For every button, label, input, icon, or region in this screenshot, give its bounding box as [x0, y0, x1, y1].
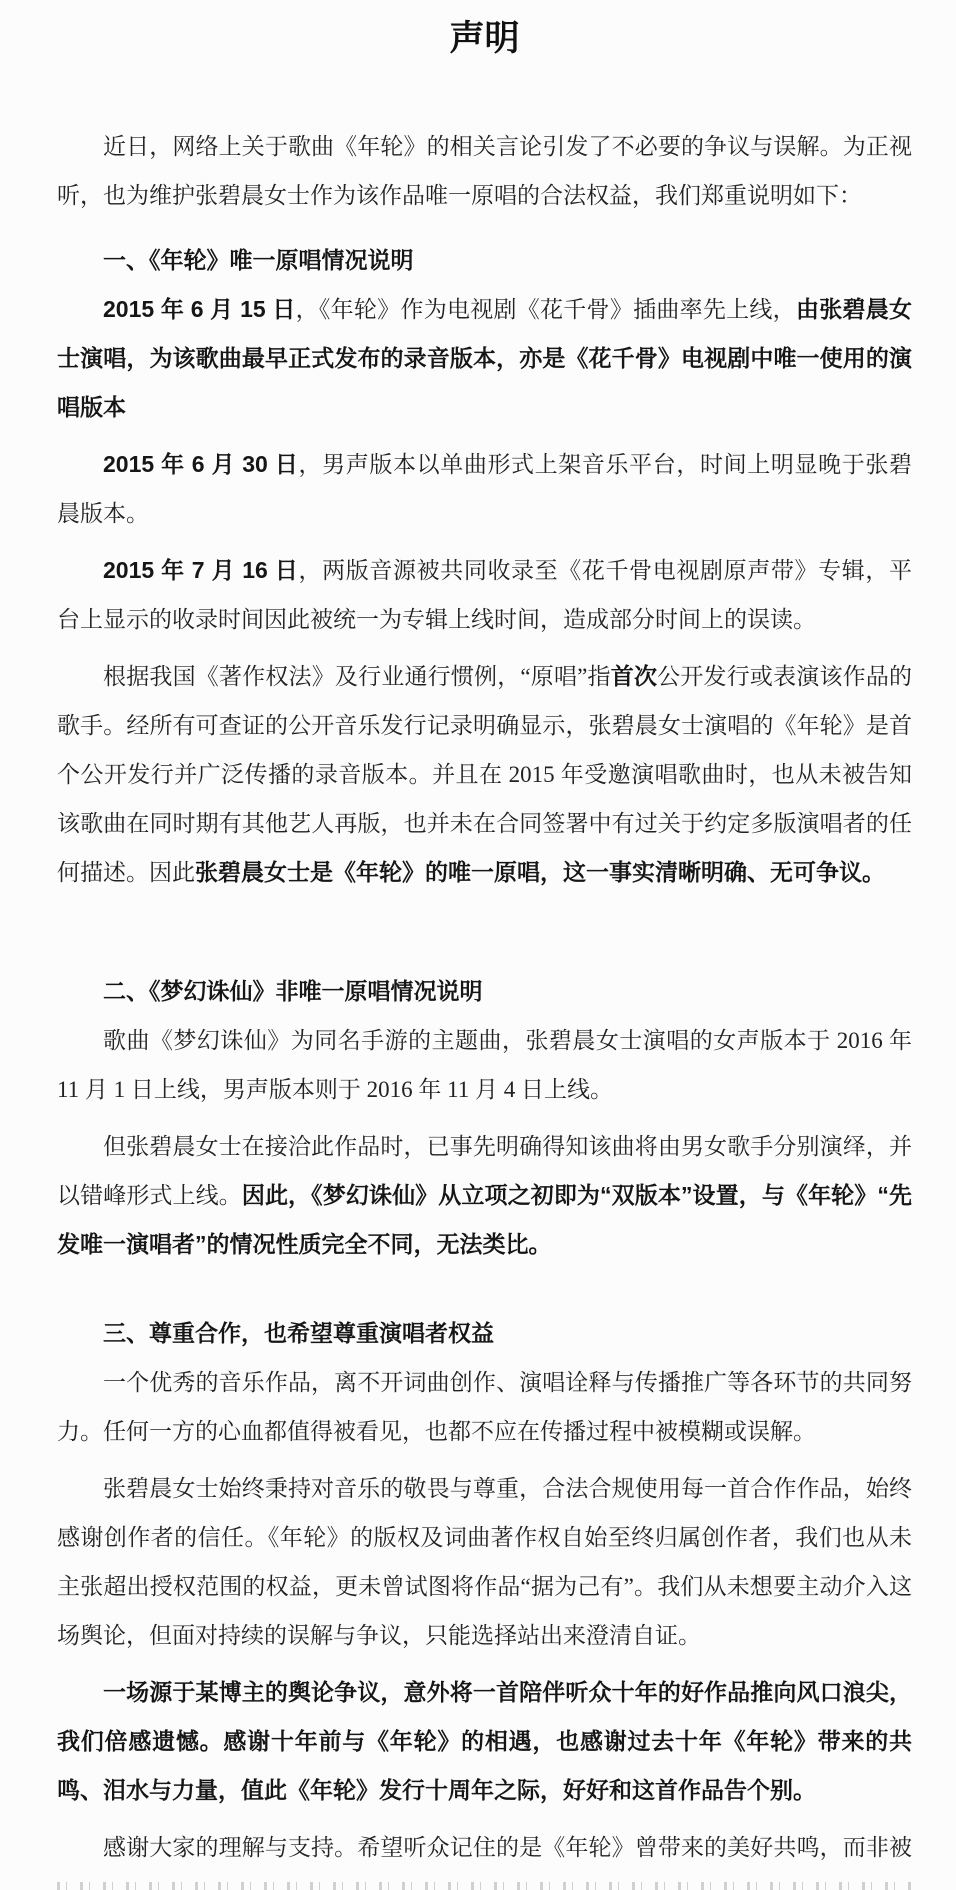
text-run: 根据我国《著作权法》及行业通行惯例，“原唱”指	[103, 664, 611, 689]
section-1-heading	[57, 236, 912, 285]
bold-text-run: 2015 年 7 月 16 日	[103, 557, 299, 583]
text-run: 公开发行或表演该作品的歌手。经所有可查证的公开音乐发行记录明确显示，张碧晨女士演唱的《年轮》是首个公开发行并广泛传播的录音版本。并且在 2015 年受邀演唱歌曲时，也从未被告知该歌曲在同时期有其他艺人再版，也并未在合同签署中有过关于约定多版演唱者的任何描述。因此	[57, 664, 913, 885]
paragraph-original-singer-definition	[57, 652, 912, 897]
bold-text-run: 2015 年 6 月 30 日	[103, 451, 299, 477]
paragraph-2015-06-15	[57, 285, 912, 432]
text-run: 一个优秀的音乐作品，离不开词曲创作、演唱诠释与传播推广等各环节的共同努力。任何一方的心血都值得被看见，也都不应在传播过程中被模糊或误解。	[57, 1370, 912, 1444]
text-run: ，《年轮》作为电视剧《花千骨》插曲率先上线，	[295, 297, 796, 322]
bold-text-run: 由张碧晨女士演唱，为该歌曲最早正式发布的录音版本，亦是《花千骨》电视剧中唯一使用的演唱版本	[57, 296, 912, 420]
bold-text-run: 因此，《梦幻诛仙》从立项之初即为“双版本”设置，与《年轮》“先发唯一演唱者”的情况性质完全不同，无法类比。	[57, 1182, 913, 1257]
text-run: 歌曲《梦幻诛仙》为同名手游的主题曲，张碧晨女士演唱的女声版本于 2016 年 11 月 1 日上线，男声版本则于 2016 年 11 月 4 日上线。	[57, 1028, 912, 1102]
bold-text-run: 一、《年轮》唯一原唱情况说明	[103, 247, 414, 273]
bold-text-run: 张碧晨女士是《年轮》的唯一原唱，这一事实清晰明确、无可争议。	[195, 859, 885, 885]
text-run: 但张碧晨女士在接洽此作品时，已事先明确得知该曲将由男女歌手分别演绎，并以错峰形式上线。	[57, 1134, 912, 1208]
bold-text-run: 三、尊重合作，也希望尊重演唱者权益	[103, 1320, 494, 1346]
text-run: ，两版音源被共同收录至《花千骨电视剧原声带》专辑，平台上显示的收录时间因此被统一为专辑上线时间，造成部分时间上的误读。	[57, 558, 912, 632]
text-run: 感谢大家的理解与支持。希望听众记住的是《年轮》曾带来的美好共鸣，而非被	[103, 1835, 912, 1860]
paragraph-menghuan-dual-version	[57, 1122, 912, 1269]
paragraph-menghuan-release-dates	[57, 1016, 912, 1114]
section-3-heading	[57, 1309, 912, 1358]
bold-text-run: 首次	[610, 663, 658, 689]
text-run: ，男声版本以单曲形式上架音乐平台，时间上明显晚于张碧晨版本。	[57, 452, 912, 526]
paragraph-2015-06-30	[57, 440, 912, 538]
paragraph-copyright-position	[57, 1464, 912, 1660]
text-run: 近日，网络上关于歌曲《年轮》的相关言论引发了不必要的争议与误解。为正视听，也为维护张碧晨女士作为该作品唯一原唱的合法权益，我们郑重说明如下：	[57, 134, 912, 208]
bold-text-run: 2015 年 6 月 15 日	[103, 296, 296, 322]
paragraph-thanks-clipped	[57, 1823, 912, 1872]
section-2-heading	[57, 967, 912, 1016]
paragraph-regret-and-farewell	[57, 1668, 912, 1815]
bold-text-run: 二、《梦幻诛仙》非唯一原唱情况说明	[103, 978, 483, 1004]
intro-paragraph	[57, 122, 912, 220]
clipped-next-line	[57, 1882, 912, 1890]
bold-text-run: 一场源于某博主的舆论争议，意外将一首陪伴听众十年的好作品推向风口浪尖，我们倍感遗憾。感谢十年前与《年轮》的相遇，也感谢过去十年《年轮》带来的共鸣、泪水与力量，值此《年轮》发行十周年之际，好好和这首作品告个别。	[57, 1679, 912, 1803]
text-run: 张碧晨女士始终秉持对音乐的敬畏与尊重，合法合规使用每一首合作作品，始终感谢创作者的信任。《年轮》的版权及词曲著作权自始至终归属创作者，我们也从未主张超出授权范围的权益，更未曾试图将作品“据为己有”。我们从未想要主动介入这场舆论，但面对持续的误解与争议，只能选择站出来澄清自证。	[57, 1476, 912, 1648]
paragraph-respect-cooperation	[57, 1358, 912, 1456]
statement-title: 声明	[449, 19, 520, 58]
paragraph-2015-07-16	[57, 546, 912, 644]
